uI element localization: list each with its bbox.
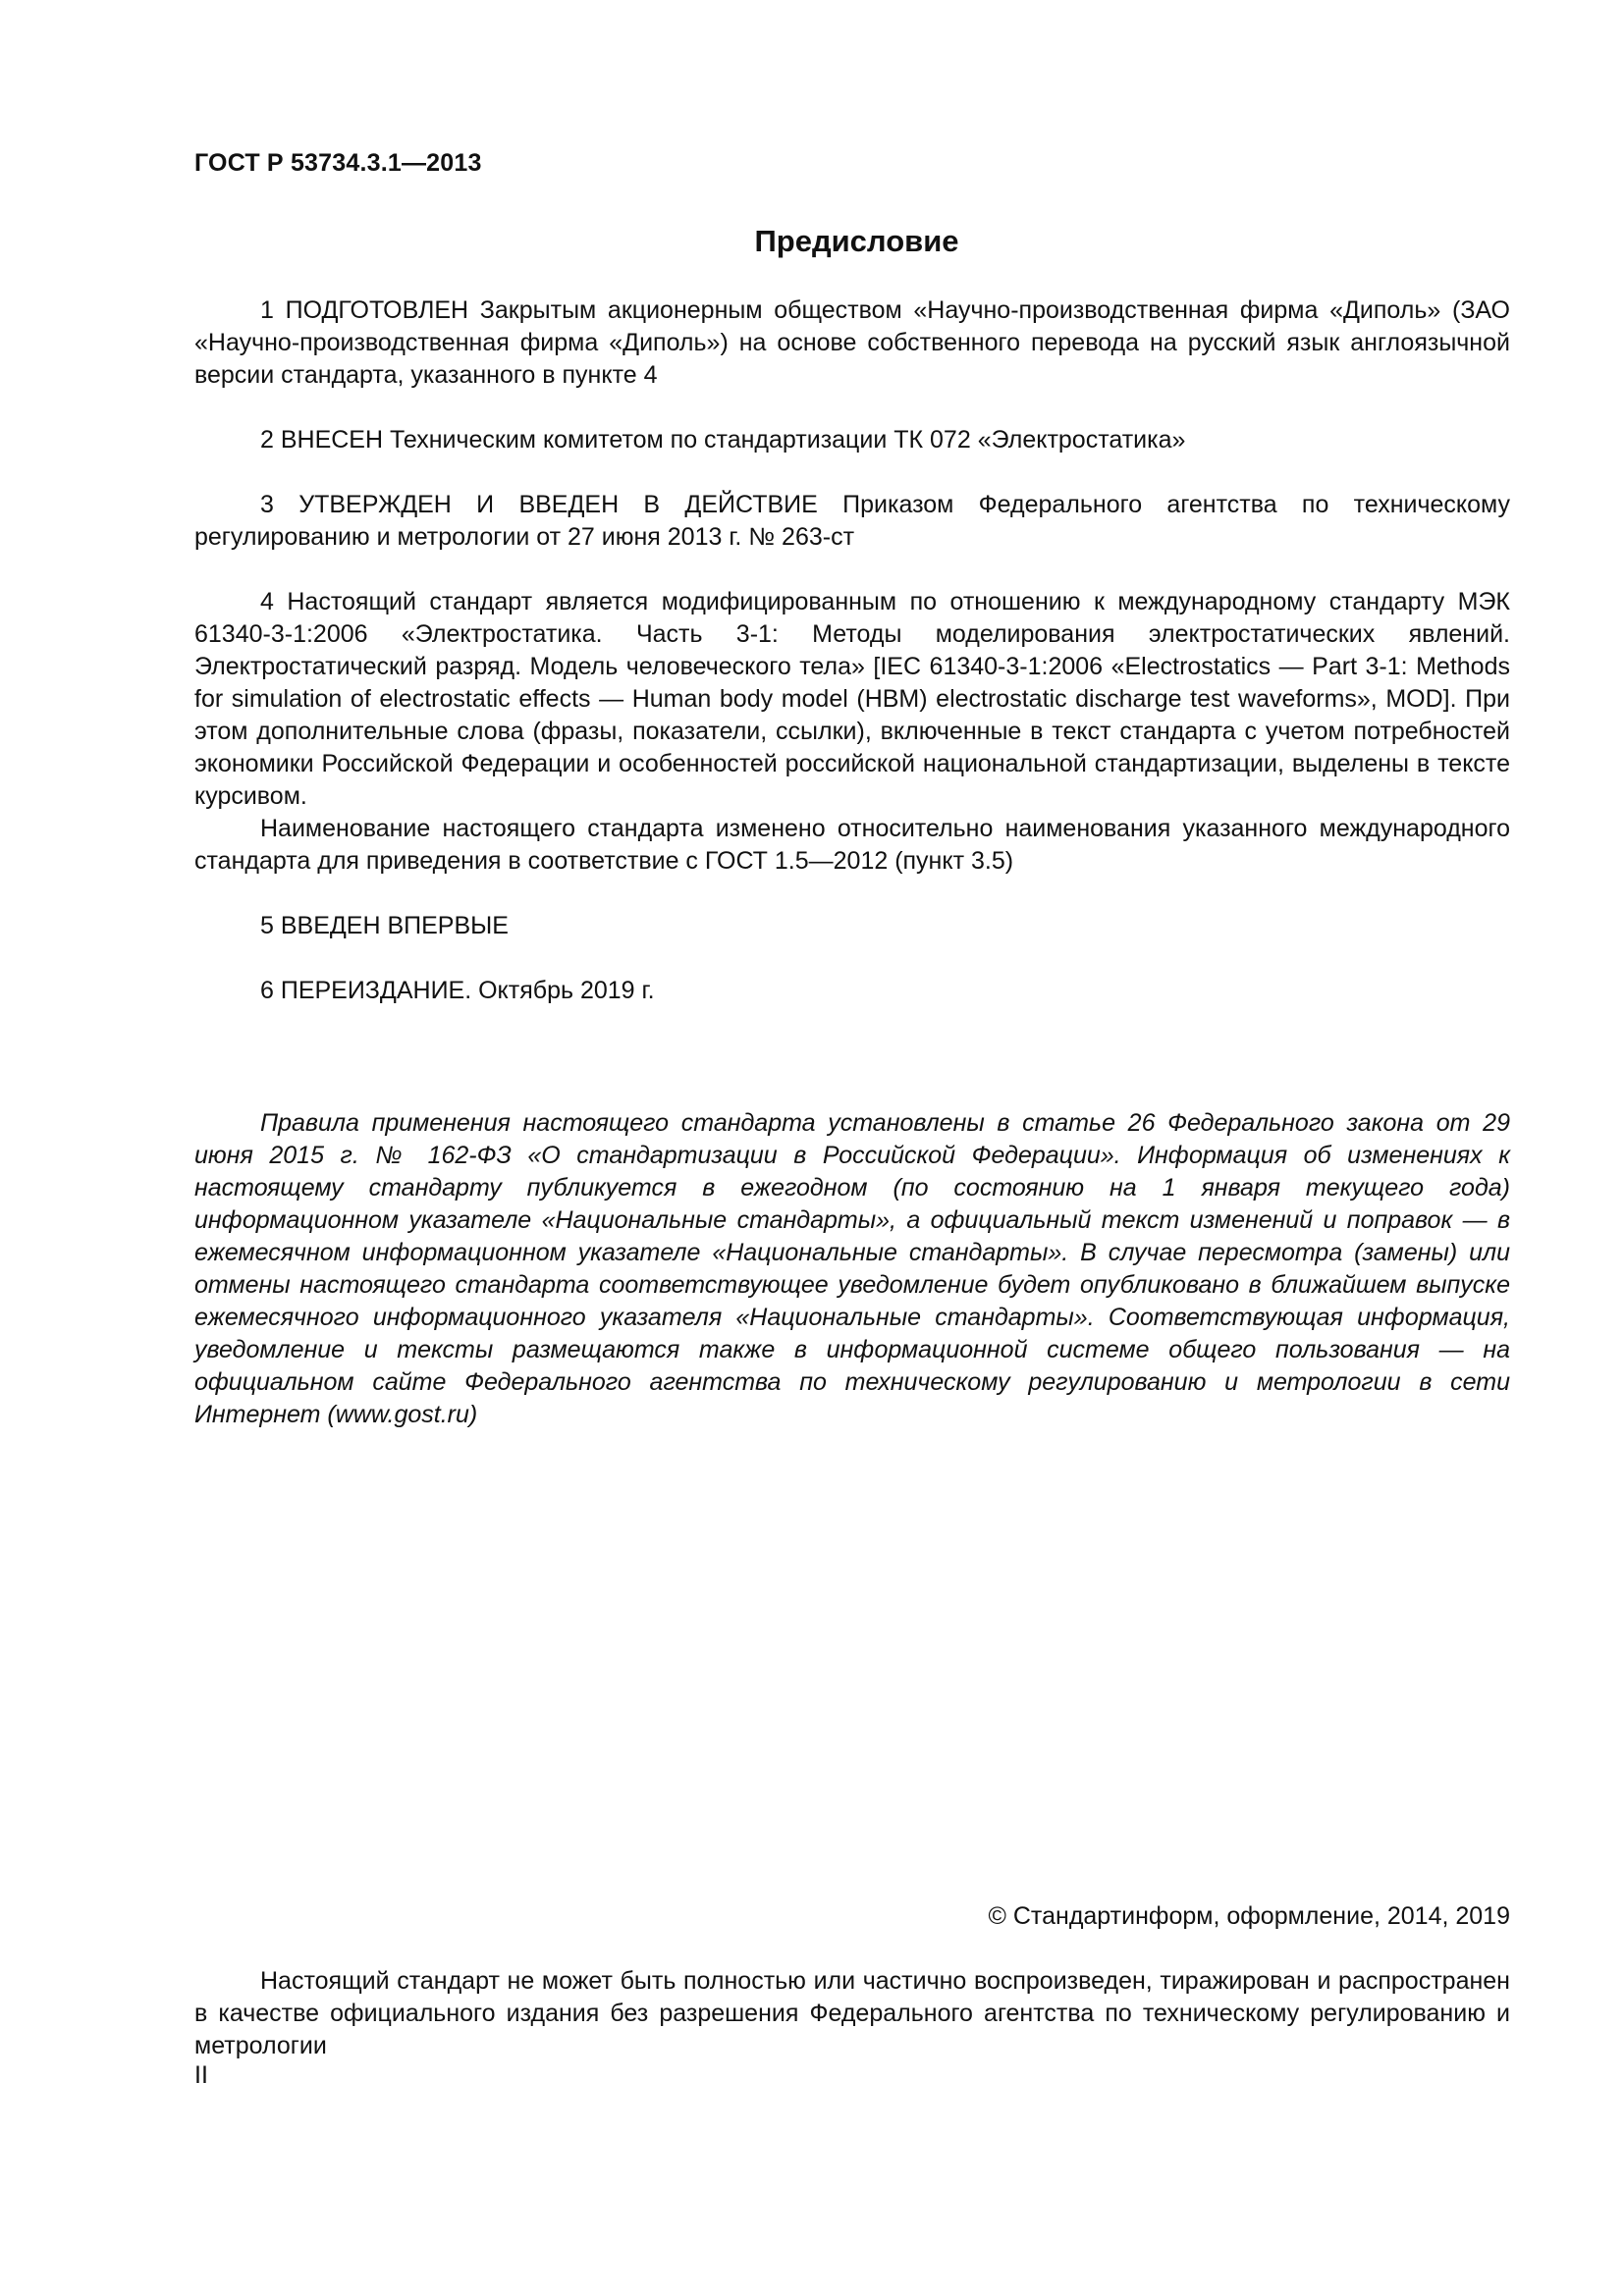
preface-item-2: 2 ВНЕСЕН Техническим комитетом по стандартизации ТК 072 «Электростатика» (260, 426, 1186, 454)
spacer (194, 392, 1510, 424)
preface-item-1: 1 ПОДГОТОВЛЕН Закрытым акционерным обществом «Научно-производственная фирма «Диполь» (ЗАО «Научно-производственная фирма «Диполь») на основе собственного перевода на русский язык англоязычной версии стандарта, указанного в пункте 4 (194, 296, 1510, 389)
spacer (194, 554, 1510, 586)
preface-content (194, 294, 1510, 1007)
document-code: ГОСТ Р 53734.3.1—2013 (194, 149, 482, 177)
copyright-line: © Стандартинформ, оформление, 2014, 2019 (988, 1902, 1510, 1930)
spacer (194, 878, 1510, 910)
spacer (194, 456, 1510, 489)
reproduction-rights-notice: Настоящий стандарт не может быть полностью или частично воспроизведен, тиражирован и распространен в качестве официального издания без разрешения Федерального агентства по техническому регулированию и метрологии (194, 1967, 1510, 2059)
page-number: II (194, 2061, 208, 2089)
preface-item-4-naming: Наименование настоящего стандарта изменено относительно наименования указанного международного стандарта для приведения в соответствие с ГОСТ 1.5—2012 (пункт 3.5) (194, 815, 1510, 875)
preface-item-3: 3 УТВЕРЖДЕН И ВВЕДЕН В ДЕЙСТВИЕ Приказом Федерального агентства по техническому регулированию и метрологии от 27 июня 2013 г. № 263-ст (194, 491, 1510, 551)
page-title: Предисловие (754, 224, 959, 258)
application-rules-note: Правила применения настоящего стандарта установлены в статье 26 Федерального закона от 29 июня 2015 г. № 162-ФЗ «О стандартизации в Российской Федерации». Информация об изменениях к настоящему стандарту публикуется в ежегодном (по состоянию на 1 января текущего года) информационном указателе «Национальные стандарты», а официальный текст изменений и поправок — в ежемесячном информационном указателе «Национальные стандарты». В случае пересмотра (замены) или отмены настоящего стандарта соответствующее уведомление будет опубликовано в ближайшем выпуске ежемесячного информационного указателя «Национальные стандарты». Соответствующая информация, уведомление и тексты размещаются также в информационной системе общего пользования — на официальном сайте Федерального агентства по техническому регулированию и метрологии в сети Интернет (www.gost.ru) (194, 1109, 1510, 1428)
preface-item-5: 5 ВВЕДЕН ВПЕРВЫЕ (260, 912, 509, 939)
spacer (194, 942, 1510, 975)
preface-item-6: 6 ПЕРЕИЗДАНИЕ. Октябрь 2019 г. (260, 977, 655, 1004)
preface-item-4: 4 Настоящий стандарт является модифицированным по отношению к международному стандарту МЭК 61340-3-1:2006 «Электростатика. Часть 3-1: Методы моделирования электростатических явлений. Электростатический разряд. Модель человеческого тела» [IEC 61340-3-1:2006 «Electrostatics — Part 3-1: Methods for simulation of electrostatic effects — Human body model (HBM) electrostatic discharge test waveforms», MOD]. При этом дополнительные слова (фразы, показатели, ссылки), включенные в текст стандарта с учетом потребностей экономики Российской Федерации и особенностей российской национальной стандартизации, выделены в тексте курсивом. (194, 588, 1510, 810)
